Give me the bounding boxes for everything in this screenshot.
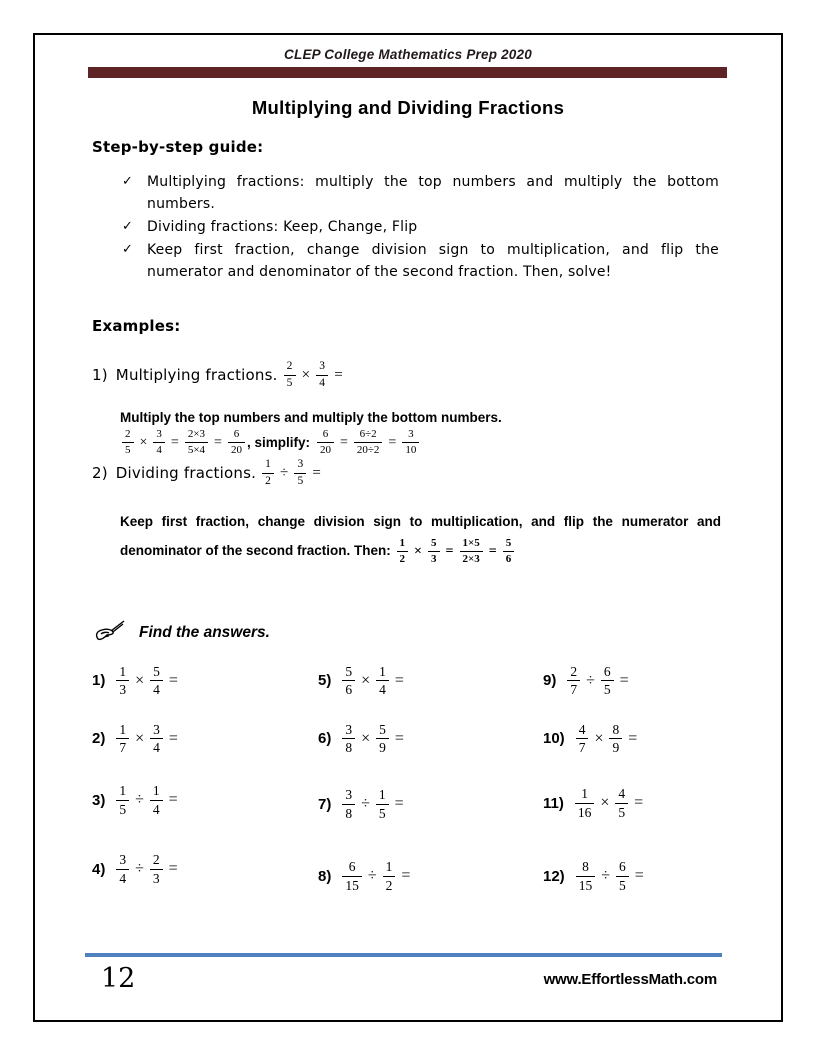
operator: = [488, 543, 497, 559]
denominator: 6 [505, 552, 512, 565]
numerator: 3 [402, 428, 419, 443]
operator: × [361, 671, 371, 689]
numerator: 3 [342, 787, 355, 805]
bullet-text: Dividing fractions: Keep, Change, Flip [147, 219, 418, 235]
example-1-lead: Multiplying fractions. [115, 366, 278, 384]
fraction [150, 783, 163, 817]
problem-number: 11) [543, 794, 564, 812]
problem-number: 8) [318, 867, 332, 885]
numerator: 6 [601, 664, 614, 682]
fraction [150, 664, 163, 698]
operator: ÷ [135, 860, 144, 877]
fraction [376, 787, 389, 821]
fraction [615, 786, 628, 820]
numerator: 3 [153, 428, 165, 443]
denominator: 4 [379, 682, 386, 697]
problem-expression [340, 664, 408, 698]
denominator: 9 [379, 740, 386, 755]
website-link: www.EffortlessMath.com [543, 971, 717, 988]
numerator: 3 [316, 360, 328, 376]
denominator: 20 [230, 444, 242, 456]
problem-2 [92, 709, 318, 768]
problem-number: 7) [318, 795, 332, 813]
problem-number: 3) [92, 791, 106, 809]
writing-hand-icon [95, 618, 127, 647]
fraction [576, 722, 589, 756]
problem-number: 12) [543, 867, 565, 885]
fraction [601, 664, 614, 698]
operator: = [394, 729, 404, 747]
denominator: 5 [378, 805, 386, 821]
operator: = [634, 867, 644, 884]
operator: × [135, 671, 145, 689]
fraction [342, 664, 355, 698]
numerator: 1 [397, 537, 409, 552]
example-2-expression [260, 458, 325, 488]
bullet-item [122, 171, 719, 215]
operator: × [414, 543, 423, 559]
operator: = [168, 860, 178, 877]
numerator: 6 [616, 859, 629, 877]
example-1-label: 1) [92, 366, 108, 384]
denominator: 4 [153, 740, 160, 755]
denominator: 2 [265, 474, 272, 487]
fraction [609, 722, 622, 756]
numerator: 3 [294, 458, 306, 474]
inline-text: , simplify: [246, 435, 310, 450]
checkmark-icon: ✓ [122, 242, 134, 257]
denominator: 2 [399, 552, 406, 565]
numerator: 6÷2 [354, 428, 383, 443]
problem-expression [573, 786, 647, 820]
numerator: 1 [376, 664, 389, 682]
example-1-expression [282, 360, 347, 390]
problem-6 [318, 709, 543, 768]
denominator: 8 [345, 805, 353, 821]
numerator: 2×3 [185, 428, 208, 443]
fraction [150, 852, 163, 886]
denominator: 7 [570, 682, 578, 697]
problem-number: 1) [92, 672, 106, 689]
example-2-line [92, 458, 325, 488]
fraction [460, 537, 483, 566]
fraction [150, 722, 163, 756]
fraction [116, 783, 129, 817]
numerator: 1×5 [460, 537, 483, 552]
fraction [397, 537, 409, 566]
fraction [153, 428, 165, 457]
operator: ÷ [367, 867, 377, 884]
numerator: 1 [383, 859, 396, 877]
numerator: 1 [150, 783, 163, 801]
denominator: 3 [152, 870, 160, 886]
fraction [428, 537, 440, 566]
operator: × [139, 434, 148, 450]
problem-expression [114, 722, 182, 756]
numerator: 3 [116, 852, 129, 870]
denominator: 20 [319, 444, 331, 456]
operator: = [312, 464, 322, 481]
problem-expression [114, 852, 181, 886]
operator: × [361, 729, 371, 747]
denominator: 3 [119, 682, 127, 697]
numerator: 5 [342, 664, 355, 682]
bullet-item [122, 239, 719, 283]
operator: ÷ [361, 795, 370, 812]
operator: × [135, 729, 145, 747]
numerator: 2 [567, 664, 580, 682]
problem-expression [114, 664, 182, 698]
numerator: 5 [376, 722, 389, 740]
denominator: 5×4 [187, 444, 206, 456]
operator: = [170, 434, 179, 450]
fraction [376, 722, 389, 756]
problem-expression [340, 722, 408, 756]
bullet-text: Keep first fraction, change division sign to multiplication, and flip the numerator and denominator of the second fraction. Then, solve! [147, 242, 719, 280]
fraction [116, 664, 129, 698]
page-title: Multiplying and Dividing Fractions [251, 97, 565, 118]
problem-number: 10) [543, 730, 565, 747]
numerator: 8 [576, 859, 596, 877]
find-answers-heading [95, 618, 270, 647]
denominator: 8 [345, 740, 353, 755]
operator: = [168, 729, 178, 747]
denominator: 5 [286, 376, 293, 389]
denominator: 5 [297, 474, 304, 487]
checkmark-icon: ✓ [122, 174, 134, 189]
operator: = [445, 543, 454, 559]
problem-9 [543, 652, 732, 709]
numerator: 4 [615, 786, 628, 804]
numerator: 1 [262, 458, 274, 474]
fraction [342, 859, 362, 893]
numerator: 6 [317, 428, 334, 443]
examples-heading: Examples: [92, 317, 181, 335]
numerator: 2 [150, 852, 163, 870]
guide-heading: Step-by-step guide: [92, 138, 264, 156]
numerator: 3 [150, 722, 163, 740]
fraction [616, 859, 629, 893]
fraction [185, 428, 208, 457]
operator: = [634, 794, 644, 811]
problem-7 [318, 768, 543, 832]
numerator: 5 [150, 664, 163, 682]
fraction [294, 458, 306, 488]
denominator: 2×3 [462, 552, 480, 565]
operator: = [394, 795, 404, 812]
operator: = [334, 366, 343, 383]
problem-expression [340, 787, 407, 821]
operator: ÷ [280, 464, 289, 481]
operator: ÷ [601, 867, 610, 884]
denominator: 7 [578, 740, 586, 755]
problem-5 [318, 652, 543, 709]
fraction [383, 859, 396, 893]
operator: = [394, 671, 404, 689]
problem-expression [565, 664, 632, 698]
operator: = [401, 867, 411, 884]
denominator: 5 [618, 804, 626, 820]
numerator: 5 [428, 537, 440, 552]
problem-expression [114, 783, 181, 817]
denominator: 6 [345, 682, 353, 697]
example-2-paragraph [120, 507, 721, 566]
problem-number: 2) [92, 730, 106, 747]
operator: × [594, 729, 604, 747]
example-2-lead: Dividing fractions. [115, 464, 257, 482]
fraction [316, 360, 328, 390]
fraction [402, 428, 419, 457]
numerator: 1 [116, 783, 129, 801]
operator: ÷ [135, 791, 144, 808]
operator: = [339, 434, 348, 450]
operator: ÷ [586, 671, 595, 689]
problem-expression [574, 722, 642, 756]
problem-11 [543, 768, 732, 832]
book-header-title: CLEP College Mathematics Prep 2020 [284, 47, 532, 62]
bullet-list [122, 171, 719, 284]
denominator: 4 [153, 682, 160, 697]
denominator: 5 [618, 877, 626, 893]
operator: = [628, 729, 638, 747]
problem-12 [543, 832, 732, 906]
operator: = [168, 791, 178, 808]
fraction [116, 852, 129, 886]
denominator: 4 [152, 801, 160, 817]
fraction [228, 428, 245, 457]
denominator: 20÷2 [356, 444, 380, 456]
numerator: 3 [342, 722, 355, 740]
checkmark-icon: ✓ [122, 219, 134, 234]
denominator: 15 [578, 877, 593, 893]
numerator: 6 [228, 428, 245, 443]
denominator: 2 [385, 877, 393, 893]
find-answers-label: Find the answers. [139, 623, 270, 641]
problem-3 [92, 768, 318, 832]
fraction [116, 722, 129, 756]
fraction [342, 722, 355, 756]
denominator: 4 [119, 870, 127, 886]
fraction [317, 428, 334, 457]
footer-divider-line [85, 953, 722, 957]
denominator: 16 [577, 804, 592, 820]
numerator: 6 [342, 859, 362, 877]
denominator: 15 [345, 877, 359, 893]
fraction [503, 537, 515, 566]
numerator: 1 [116, 722, 129, 740]
page-number: 12 [101, 963, 136, 994]
operator: = [619, 671, 629, 689]
denominator: 10 [405, 444, 417, 456]
numerator: 2 [284, 360, 296, 376]
numerator: 1 [575, 786, 595, 804]
bullet-item [122, 216, 719, 238]
problem-number: 4) [92, 860, 106, 878]
bullet-text: Multiplying fractions: multiply the top numbers and multiply the bottom numbers. [147, 174, 719, 212]
problem-4 [92, 832, 318, 906]
fraction [567, 664, 580, 698]
denominator: 4 [319, 376, 326, 389]
denominator: 5 [119, 801, 127, 817]
problem-10 [543, 709, 732, 768]
numerator: 5 [503, 537, 515, 552]
denominator: 5 [603, 682, 611, 697]
fraction [576, 859, 596, 893]
denominator: 3 [431, 552, 437, 565]
numerator: 4 [576, 722, 589, 740]
operator: × [600, 794, 610, 811]
problem-1 [92, 652, 318, 709]
operator: = [388, 434, 397, 450]
fraction [122, 428, 134, 457]
denominator: 4 [156, 444, 162, 456]
problem-number: 6) [318, 730, 332, 747]
example-1-work [120, 428, 421, 457]
example-1-line [92, 360, 347, 390]
example-1-note: Multiply the top numbers and multiply the bottom numbers. [120, 410, 502, 425]
fraction [262, 458, 274, 488]
operator: = [168, 671, 178, 689]
problem-number: 5) [318, 672, 332, 689]
operator: = [214, 434, 222, 450]
fraction [354, 428, 383, 457]
problem-expression [340, 859, 414, 893]
denominator: 9 [612, 740, 620, 755]
problem-8 [318, 832, 543, 906]
denominator: 5 [125, 444, 131, 456]
problem-expression [574, 859, 648, 893]
example-2-paragraph-text: Keep first fraction, change division sign to multiplication, and flip the numerator and denominator of the second fraction. Then: [120, 514, 721, 558]
numerator: 2 [122, 428, 134, 443]
numerator: 1 [376, 787, 389, 805]
header-divider-bar [88, 67, 727, 78]
numerator: 1 [116, 664, 129, 682]
example-2-label: 2) [92, 464, 108, 482]
problems-grid [92, 652, 732, 906]
fraction [376, 664, 389, 698]
numerator: 8 [609, 722, 622, 740]
operator: × [301, 366, 311, 383]
problem-number: 9) [543, 672, 557, 689]
fraction [575, 786, 595, 820]
fraction [284, 360, 296, 390]
fraction [342, 787, 355, 821]
denominator: 7 [119, 740, 127, 755]
